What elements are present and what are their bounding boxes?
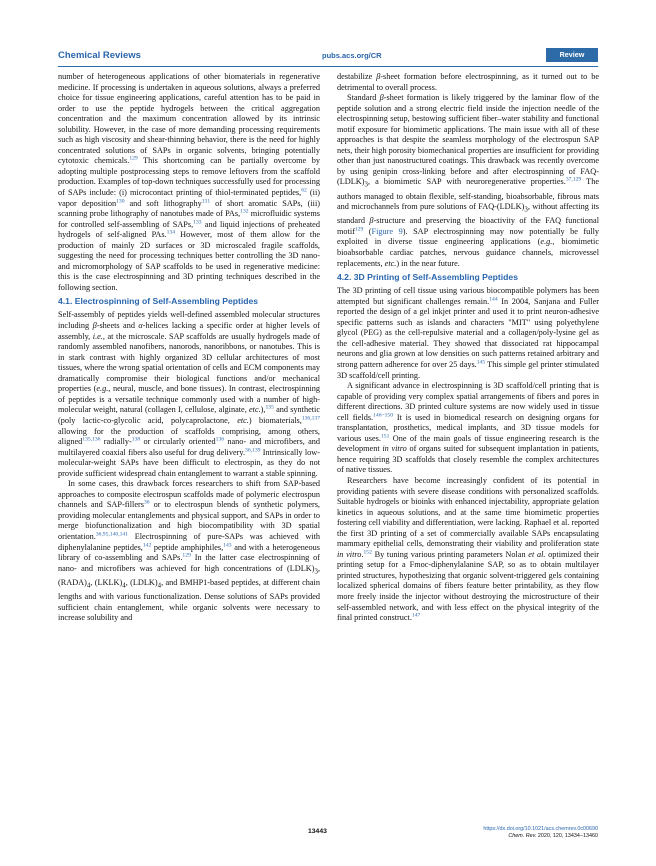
- reference-link[interactable]: 142: [142, 541, 152, 548]
- reference-link[interactable]: 129: [354, 226, 364, 233]
- journal-url-link[interactable]: pubs.acs.org/CR: [322, 51, 382, 60]
- figure-9-link[interactable]: Figure 9: [371, 226, 403, 236]
- paragraph: Self-assembly of peptides yields well-defined assembled molecular structures including β-sheets and α-helices lacking a specific order at higher levels of assembly, i.e., at the microscale. SAP scaffolds are usually hydrogels made of randomly assembled nanofibers, nanorods, nanoribbons, or nanotubes. This is in stark contrast with highly organized 3D cellular architectures of most tissues, where the wrong spatial orientation of cells and ECM components may dramatically compromise their biological functions and/or mechanical properties (e.g., neural, muscle, and bone tissues). In contrast, electrospinning of peptides is a versatile technique commonly used with a number of high-molecular weight, natural (collagen I, cellulose, alginate, etc.),$^{135}$ and synthetic (poly lactic-co-glycolic acid, polycaprolactone, etc.) biomaterials,$^{136,137}$ allowing for the production of scaffolds comprising, among others, aligned$^{135,136}$ radially-$^{138}$ or circularly oriented$^{136}$ nano- and microfibers, and multilayered coaxial fibers also useful for drug delivery.$^{36,139}$ Intrinsically low-molecular-weight SAPs have been difficult to electrospin, as they do not provide sufficient widespread chain entanglement to warrant a stable spinning.: [58, 310, 321, 478]
- reference-link[interactable]: 36: [143, 499, 150, 506]
- citation-text: Chem. Rev. 2020, 120, 13434−13460: [508, 833, 598, 839]
- journal-title[interactable]: Chemical Reviews: [58, 50, 141, 61]
- reference-link[interactable]: 146−150: [373, 411, 394, 418]
- reference-link[interactable]: 135: [265, 404, 274, 411]
- section-heading: 4.2. 3D Printing of Self-Assembling Peptides: [337, 272, 518, 283]
- citation-footer: [483, 826, 598, 840]
- reference-link[interactable]: 129: [182, 552, 191, 559]
- reference-link[interactable]: 130: [116, 197, 125, 204]
- reference-link[interactable]: 138: [131, 436, 141, 443]
- doi-link[interactable]: https://dx.doi.org/10.1021/acs.chemrev.0c00690: [483, 826, 598, 832]
- page-number: 13443: [308, 828, 327, 835]
- article-type-badge: Review: [546, 48, 598, 62]
- left-column: [58, 72, 320, 624]
- paragraph: number of heterogeneous applications of other biomaterials in regenerative medicine. If processing is undertaken in aqueous solutions, always a preferred choice for tissue engineering applications, careful attention has to be paid in order to use the peptide hydrogels between the critical aggregation concentration and the maximum concentration allowed by its intrinsic solubility. However, in the case of more demanding processing requirements such as high viscosity and shear-thinning behavior, there is the need for highly concentrated solutions of SAPs in organic solvents, bringing potentially cytotoxic chemicals.$^{129}$ This shortcoming can be partially overcome by adopting multiple postprocessing steps to remove leftovers from the scaffold production. Examples of top-down techniques successfully used for processing of SAPs include: (i) microcontact printing of thiol-terminated peptides,$^{62}$ (ii) vapor deposition$^{130}$ and soft lithography$^{131}$ of short aromatic SAPs, (iii) scanning probe lithography of nanotubes made of PAs,$^{132}$ microfluidic systems for controlled self-assembling of SAPs,$^{133}$ and liquid injections of preheated hydrogels of self-aligned PAs.$^{134}$ However, most of them allow for the production of mainly 2D surfaces or 3D microscaled fragile scaffolds, suggesting the need for processing techniques better controlling the 3D nano- and micromorphology of SAP scaffolds to be used in regenerative medicine: this is the case electrospinning and 3D printing techniques described in the following section.: [58, 72, 321, 292]
- section-heading: 4.1. Electrospinning of Self-Assembling Peptides: [58, 296, 259, 307]
- reference-link[interactable]: 133: [193, 218, 202, 225]
- reference-link[interactable]: 131: [201, 197, 211, 204]
- reference-link[interactable]: 135,136: [82, 436, 101, 443]
- paragraph: The 3D printing of cell tissue using various biocompatible polymers has been attempted but significant challenges remain.$^{144}$ In 2004, Sanjana and Fuller reported the design of a gel inkjet printer and used it to print neuron-adhesive specific patterns such as islands and characters "MIT" using polyethylene glycol (PEG) as the cell-repulsive material and a collagen/poly-lysine gel as the cell-adhesive material. They showed that dissociated rat hippocampal neurons and glia grown at low densities on such patterns retained arbitrary and strong pattern adherence for over 25 days.$^{145}$ This simple gel printer stimulated 3D scaffold/cell printing.: [337, 286, 600, 380]
- reference-link[interactable]: 36,95,140,141: [95, 531, 128, 538]
- reference-link[interactable]: 143: [223, 541, 232, 548]
- paragraph: In some cases, this drawback forces researchers to shift from SAP-based approaches to composite electrospun scaffolds made of polymeric electrospun channels and SAP-fillers$^{36}$ or to electrospun blends of synthetic polymers, providing molecular entanglements and physical support, and SAPs in order to merge biofunctionalization and high biocompatibility with 3D spatial orientation.$^{36,95,140,141}$ Electrospinning of pure-SAPs was achieved with diphenylalanine peptides,$^{142}$ peptide amphiphiles,$^{143}$ and with a heterogeneous library of co-assembling and SAPs.$^{129}$ In the latter case electrospinning of nano- and microfibers was achieved for high concentrations of $(LDLK)_3$, $(RADA)_4$, $(LKLK)_4$, $(LDLK)_4$, and BMHP1-based peptides, at different chain lengths and with various functionalization. Dense solutions of SAPs provided sufficient chain entanglement, while organic solvents were necessary to increase solubility and: [58, 479, 321, 623]
- paragraph: A significant advance in electrospinning is 3D scaffold/cell printing that is capable of providing very complex spatial arrangements of fibers and pores in different directions. 3D printed culture systems are now widely used in tissue cell fields.$^{146-150}$ It is used in biomedical research on designing organs for transplantation, prosthetics, medical implants, and 3D tissue models for various uses.$^{151}$ One of the main goals of tissue engineering research is the development in vitro of organs suited for subsequent implantation in patients, hence requiring 3D scaffolds that closely resemble the complex architectures of native tissues.: [337, 381, 599, 475]
- right-column: [337, 72, 599, 624]
- reference-link[interactable]: 144: [489, 295, 498, 302]
- reference-link[interactable]: 37,129: [565, 176, 582, 183]
- reference-link[interactable]: 151: [380, 433, 390, 440]
- reference-link[interactable]: 152: [363, 549, 372, 556]
- reference-link[interactable]: 145: [476, 359, 486, 366]
- header-divider: [58, 66, 598, 67]
- reference-link[interactable]: 136: [215, 436, 225, 443]
- reference-link[interactable]: 129: [129, 155, 138, 162]
- paragraph: Researchers have become increasingly confident of its potential in providing patients with severe disease conditions with personalized scaffolds. Suitable hydrogels or bioinks with enhanced injectability, appropriate gelation kinetics in aqueous solutions, and at the same time biomimetic properties fostering cell viability and differentiation, were lacking. Raphael et al. reported the first 3D printing of a set of commercially available SAPs encapsulating mammary epithelial cells, demonstrating their viability and proliferation state in vitro.$^{152}$ By tuning various printing parameters Nolan et al. optimized their printing setup for a Fmoc-diphenylalanine SAP, so as to obtain multilayer printed structures, hypothesizing that organic solvent-triggered gels containing localized spherical domains of fibers feature better printability, as they flow more freely inside the injector without destroying the microstructure of their self-assembled network, and with less effect on the physical integrity of the final printed construct.$^{147}$: [337, 475, 599, 623]
- reference-link[interactable]: 134: [166, 229, 176, 236]
- reference-link[interactable]: 132: [240, 208, 249, 215]
- page-header: [58, 48, 598, 66]
- reference-link[interactable]: 136,137: [301, 415, 320, 422]
- paragraph: destabilize β-sheet formation before electrospinning, as it turned out to be detrimental to overall process.: [337, 72, 599, 92]
- reference-link[interactable]: 36,139: [245, 446, 261, 453]
- paragraph: Standard β-sheet formation is likely triggered by the laminar flow of the peptide solution and a strong electric field inside the injection needle of the electrospinning setup, bestowing sufficient fiber–water stability and functional motif exposure for biomimetic applications. The main issue with all of these approaches is that despite the seamless morphology of the electrospun SAP nets, their high porosity biomechanical properties are insufficient for providing other than just nanostructured coatings. This drawback was recently overcome by using genipin cross-linking before and after electrospinning of FAQ-$(LDLK)_3$, a biomimetic SAP with neuroregenerative properties.$^{37,129}$ The authors managed to obtain flexible, self-standing, bioabsorbable, fibrous mats and microchannels from pure solutions of FAQ-$(LDLK)_3$, without affecting its standard β-structure and preserving the bioactivity of the FAQ functional motif$^{129}$ (Figure 9). SAP electrospinning may now potentially be fully exploited in diverse tissue engineering applications (e.g., biomimetic bioabsorbable cardiac patches, nervous guidance channels, microvessel replacements, etc.) in the near future.: [337, 93, 600, 268]
- reference-link[interactable]: 62: [301, 187, 307, 194]
- reference-link[interactable]: 147: [411, 612, 421, 619]
